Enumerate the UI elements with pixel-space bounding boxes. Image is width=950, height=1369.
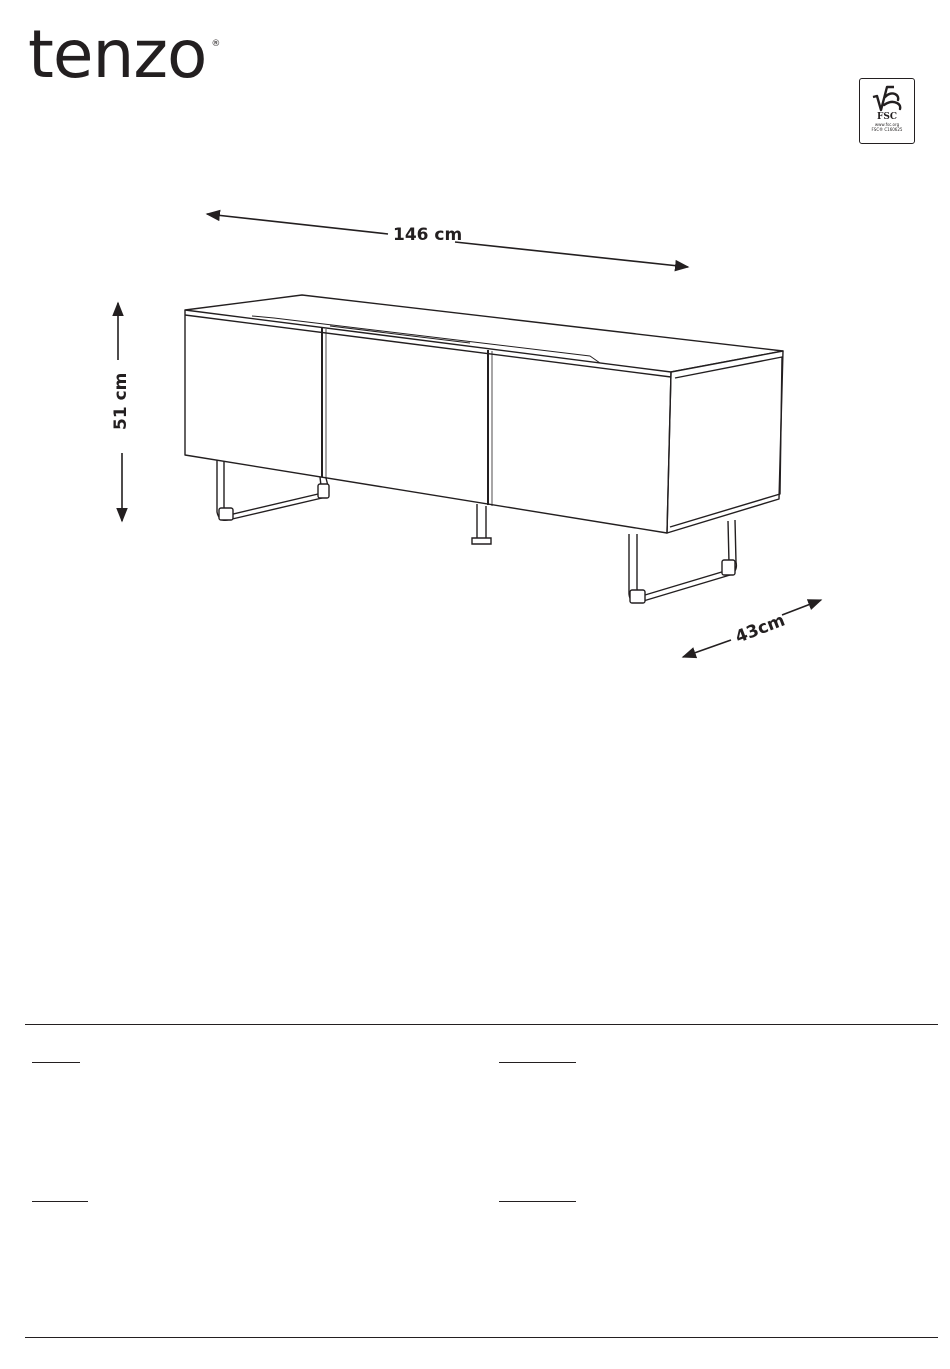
fsc-website: www.fsc.org	[874, 122, 900, 127]
info-section-bottom-rule	[25, 1337, 938, 1338]
info-heading-underline-4	[499, 1201, 576, 1202]
brand-name: tenzo	[28, 16, 207, 93]
right-leg	[629, 520, 736, 603]
height-label: 51 cm	[111, 372, 131, 430]
width-label: 146 cm	[393, 225, 463, 245]
cabinet-body	[185, 295, 783, 533]
info-heading-underline-3	[32, 1201, 88, 1202]
center-foot	[472, 504, 491, 544]
fsc-code: FSC® C160625	[871, 127, 903, 132]
depth-dimension	[683, 600, 821, 657]
info-section-top-rule	[25, 1024, 938, 1025]
depth-label: 43cm	[732, 610, 788, 648]
registered-mark: ®	[211, 39, 221, 49]
info-heading-underline-1	[32, 1062, 80, 1063]
height-dimension	[111, 303, 131, 521]
info-heading-underline-2	[499, 1062, 576, 1063]
width-dimension	[207, 214, 688, 267]
fsc-label: FSC	[876, 112, 898, 122]
